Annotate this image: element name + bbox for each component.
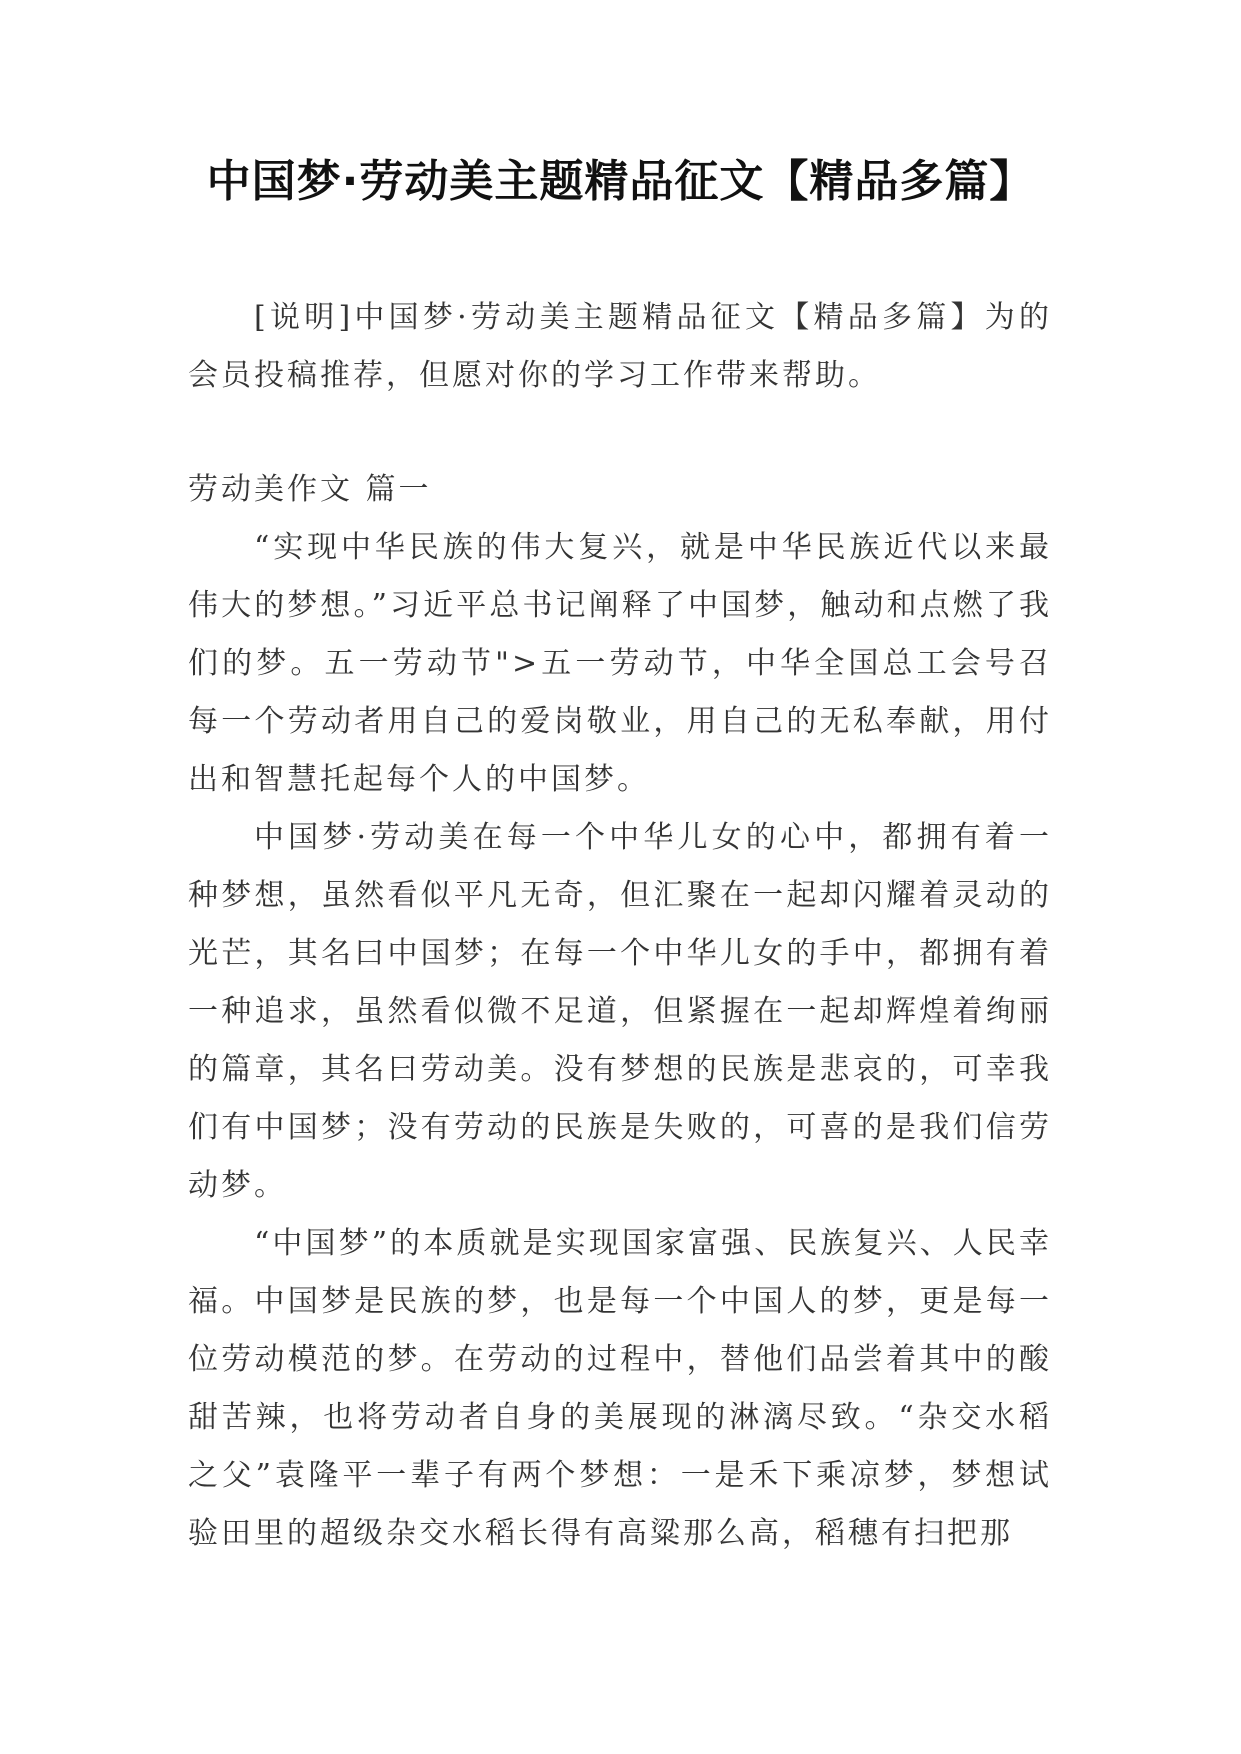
body-paragraph: “中国梦”的本质就是实现国家富强、民族复兴、人民幸福。中国梦是民族的梦，也是每一个中国人的梦，更是每一位劳动模范的梦。在劳动的过程中，替他们品尝着其中的酸甜苦辣，也将劳动者自身的美展现的淋漓尽致。“杂交水稻之父”袁隆平一辈子有两个梦想：一是禾下乘凉梦，梦想试验田里的超级杂交水稻长得有高粱那么高，稻穗有扫把那	[188, 1226, 1052, 1551]
body-paragraph: 中国梦·劳动美在每一个中华儿女的心中，都拥有着一种梦想，虽然看似平凡无奇，但汇聚在一起却闪耀着灵动的光芒，其名曰中国梦；在每一个中华儿女的手中，都拥有着一种追求，虽然看似微不足道，但紧握在一起却辉煌着绚丽的篇章，其名曰劳动美。没有梦想的民族是悲哀的，可幸我们有中国梦；没有劳动的民族是失败的，可喜的是我们信劳动梦。	[188, 820, 1052, 1203]
intro-paragraph	[188, 289, 1052, 405]
section-heading: 劳动美作文 篇一	[188, 472, 432, 507]
section-one	[188, 461, 1052, 1563]
body-paragraph: “实现中华民族的伟大复兴，就是中华民族近代以来最伟大的梦想。”习近平总书记阐释了中国梦，触动和点燃了我们的梦。五一劳动节">五一劳动节，中华全国总工会号召每一个劳动者用自己的爱岗敬业，用自己的无私奉献，用付出和智慧托起每个人的中国梦。	[188, 530, 1052, 797]
document-title: 中国梦·劳动美主题精品征文【精品多篇】	[206, 156, 1035, 207]
intro-text: [说明]中国梦·劳动美主题精品征文【精品多篇】为的会员投稿推荐，但愿对你的学习工作带来帮助。	[188, 300, 1052, 393]
